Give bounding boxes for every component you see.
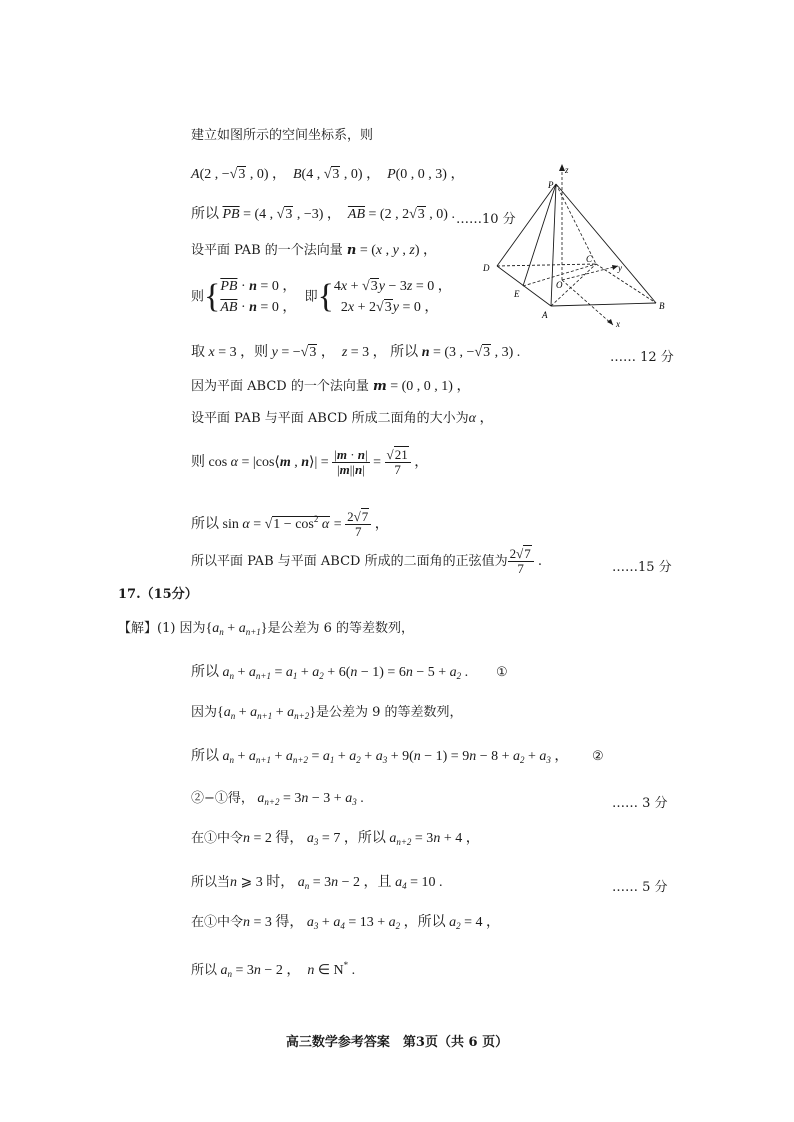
final-line: 所以 $a_n = 3n - 2$ ， n ∈ N* . (191, 960, 356, 979)
question-17-heading: 17.（15分） (118, 587, 198, 602)
sin-line: 所以 $\sin \alpha = √1 - \cos^2 \alpha$ = $\frac{2√7}{7}$ ， (191, 509, 389, 540)
label-y: y (618, 263, 622, 273)
points-line: A(2 , −√3 , 0) ， B(4 , √3 , 0) ， P(0 , 0 , 3) ， (191, 167, 465, 182)
vectors-line: 所以 $\overline{PB} = (4$ , √3 , −3) ， $\overline{AB} = (2$ , 2√3 , 0) . (191, 207, 455, 222)
subtract-line: ②−①得， $a_{n+2} = 3n - 3 + a_3$ . (191, 791, 364, 807)
eq1-line: 所以 $a_n + a_{n+1} = a_1 + a_2 + 6(n - 1) = 6n - 5 + a_2$ . (191, 665, 469, 681)
score-12: …… 12 分 (610, 350, 674, 365)
edge-PB (556, 184, 656, 303)
conclusion-line: 所以平面 PAB 与平面 ABCD 所成的二面角的正弦值为 $\frac{2√7}{7}$ . (191, 546, 542, 576)
marker-2: ② (592, 749, 604, 764)
edge-CB (596, 264, 656, 303)
score-5: …… 5 分 (612, 880, 668, 895)
label-x: x (616, 319, 620, 329)
edge-AB (551, 303, 656, 306)
eq2-line: 所以 $a_n + a_{n+1} + a_{n+2} = a_1 + a_2 + a_3 + 9(n - 1) = 9n - 8 + a_2 + a_3$ ， (191, 749, 569, 765)
x-axis (562, 280, 613, 325)
label-E: E (514, 289, 520, 299)
label-C: C (586, 254, 593, 264)
normal-vector-line: 设平面 PAB 的一个法向量 n = (x , y , z) ， (191, 243, 437, 258)
label-D: D (483, 263, 490, 273)
n3-range-line: 所以当n ⩾ 3 时， $a_n = 3n - 2$ ，且 $a_4 = 10$ . (191, 875, 443, 891)
score-15: ……15 分 (612, 560, 672, 575)
normal-m-line: 因为平面 ABCD 的一个法向量 m = (0 , 0 , 1) ， (191, 379, 471, 394)
angle-def-line: 设平面 PAB 与平面 ABCD 所成二面角的大小为α ， (191, 411, 494, 426)
page-footer: 高三数学参考答案 第3页（共 6 页） (285, 1035, 509, 1050)
label-B: B (659, 301, 665, 311)
label-z: z (565, 165, 569, 175)
n2-line: 在①中令n = 2 得， $a_3 = 7$ ，所以 $a_{n+2} = 3n + 4$ ， (191, 831, 480, 847)
solution-start-line: 【解】(1) 因为$\{a_n + a_{n+1}\}$是公差为 6 的等差数列， (118, 621, 415, 637)
pyramid-figure (478, 162, 678, 330)
cos-line: 则 cos α = |cos⟨m , n⟩| = $\frac{|m \cdot n|}{|m||n|}$ = $\frac{√21}{7}$ ， (191, 447, 429, 478)
marker-1: ① (496, 665, 508, 680)
solve-n-line: 取 x = 3 ，则 y = −√3 ， z = 3 ， 所以 n = (3 , −√3 , 3) . (191, 345, 521, 360)
coord-intro: 建立如图所示的空间坐标系，则 (191, 128, 374, 143)
edge-DC (497, 264, 596, 266)
score-3: …… 3 分 (612, 796, 668, 811)
label-P: P (548, 180, 554, 190)
n3-line: 在①中令n = 3 得， $a_3 + a_4 = 13 + a_2$ ，所以 $a_2 = 4$ ， (191, 915, 501, 931)
x-arrow (607, 319, 613, 325)
score-10: ……10 分 (456, 212, 516, 227)
edge-PD (497, 184, 556, 266)
edge-PE (523, 184, 556, 286)
seq2-line: 因为$\{a_n + a_{n+1} + a_{n+2}\}$是公差为 9 的等差数列， (191, 705, 463, 721)
label-A: A (542, 310, 548, 320)
system-line: 则{$\overline{PB} \cdot n = 0$ ， $\overline{AB} \cdot n = 0$ ， 即{4x + √3y − 3z = 0 ， 2x + 2√3y = 0 ， (191, 278, 452, 315)
label-O: O (556, 280, 563, 290)
